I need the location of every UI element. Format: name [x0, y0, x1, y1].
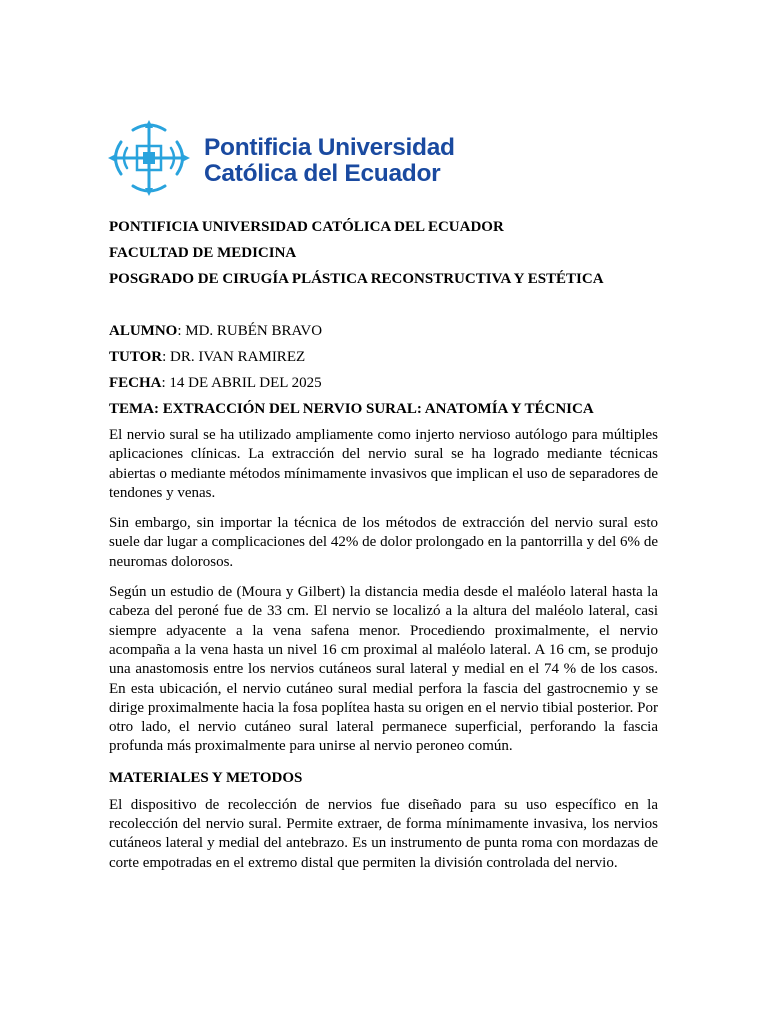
- topic-title: TEMA: EXTRACCIÓN DEL NERVIO SURAL: ANATOMÍA Y TÉCNICA: [109, 401, 594, 417]
- university-logo: [108, 120, 453, 196]
- paragraph-1: El nervio sural se ha utilizado ampliamente como injerto nervioso autólogo para múltiples aplicaciones clínicas. La extracción del nervio sural se ha logrado mediante técnicas abiertas o mediante métodos mínimamente invasivos que implican el uso de separadores de tendones y venas.: [109, 427, 659, 501]
- cross-emblem-icon: [108, 120, 190, 196]
- tutor-label: TUTOR: [109, 349, 163, 365]
- alumno-value: : MD. RUBÉN BRAVO: [177, 323, 323, 339]
- tutor-value: : DR. IVAN RAMIREZ: [162, 349, 306, 365]
- spacer: [109, 295, 658, 321]
- header-program: POSGRADO DE CIRUGÍA PLÁSTICA RECONSTRUCTIVA Y ESTÉTICA: [109, 271, 604, 287]
- header-faculty: FACULTAD DE MEDICINA: [109, 245, 297, 261]
- logo-line-2: Católica del Ecuador: [204, 160, 441, 187]
- meta-tutor: [109, 347, 658, 373]
- paragraph-4: El dispositivo de recolección de nervios fue diseñado para su uso específico en la recolección del nervio sural. Permite extraer, de forma mínimamente invasiva, los nervios cutáneos lateral y medial del antebrazo. Es un instrumento de punta roma con mordazas de corte empotradas en el extremo distal que permiten la división controlada del nervio.: [109, 796, 658, 871]
- alumno-label: ALUMNO: [109, 323, 178, 339]
- logo-line-1: Pontificia Universidad: [204, 134, 455, 161]
- section-heading: MATERIALES Y METODOS: [109, 769, 303, 786]
- meta-fecha: [109, 373, 658, 399]
- fecha-value: : 14 DE ABRIL DEL 2025: [161, 375, 322, 391]
- paragraph-2: Sin embargo, sin importar la técnica de los métodos de extracción del nervio sural esto suele dar lugar a complicaciones del 42% de dolor prolongado en la pantorrilla y del 6% de neuromas dolorosos.: [109, 515, 658, 570]
- logo-wordmark: [204, 135, 455, 187]
- paragraph-3: Según un estudio de (Moura y Gilbert) la distancia media desde el maléolo lateral hasta la cabeza del peroné fue de 33 cm. El nervio se localizó a la altura del maléolo lateral, casi siempre adyacente a la vena safena menor. Procediendo proximalmente, el nervio acompaña a la vena hasta un nivel 16 cm proximal al maléolo lateral. A 16 cm, se produjo una anastomosis entre los nervios cutáneos sural lateral y medial en el 74 % de los casos. En esta ubicación, el nervio cutáneo sural medial perfora la fascia del gastrocnemio y se dirige proximalmente hacia la fosa poplítea hasta su origen en el nervio tibial posterior. Por otro lado, el nervio cutáneo sural lateral permanece superficial, perforando la fascia profunda más proximalmente para unirse al nervio peroneo común.: [109, 584, 658, 755]
- document-content: [109, 217, 658, 884]
- fecha-label: FECHA: [109, 375, 162, 391]
- header-university: PONTIFICIA UNIVERSIDAD CATÓLICA DEL ECUADOR: [109, 219, 504, 235]
- meta-alumno: [109, 321, 658, 347]
